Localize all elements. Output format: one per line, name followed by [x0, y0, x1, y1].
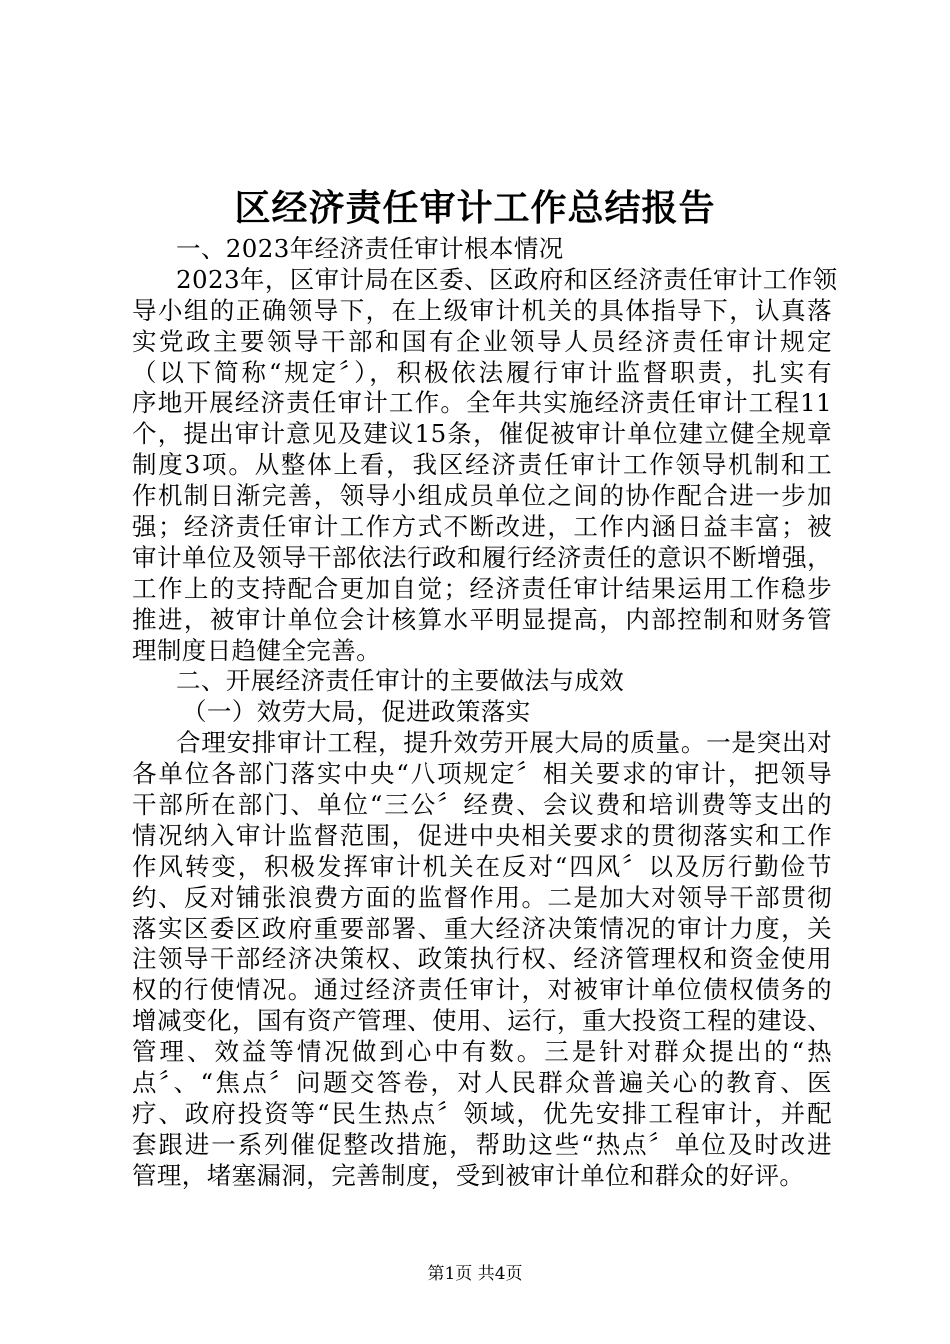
paragraph-line: 个，提出审计意见及建议15条，催促被审计单位建立健全规章: [132, 419, 832, 449]
paragraph-line: 序地开展经济责任审计工作。全年共实施经济责任审计工程11: [132, 388, 832, 418]
paragraph-line: 增减变化，国有资产管理、使用、运行，重大投资工程的建设、: [132, 1006, 832, 1036]
paragraph-line: 合理安排审计工程，提升效劳开展大局的质量。一是突出对: [176, 728, 832, 758]
paragraph-line: 落实区委区政府重要部署、重大经济决策情况的审计力度，关: [132, 913, 832, 943]
paragraph-line: 制度3项。从整体上看，我区经济责任审计工作领导机制和工: [132, 450, 832, 480]
paragraph-line: 理制度日趋健全完善。: [132, 635, 381, 665]
paragraph-line: 各单位各部门落实中央“八项规定〞相关要求的审计，把领导: [132, 759, 832, 789]
paragraph-line: 干部所在部门、单位“三公〞经费、会议费和培训费等支出的: [132, 790, 832, 820]
paragraph-line: （以下简称“规定〞），积极依法履行审计监督职责，扎实有: [132, 357, 832, 387]
section-heading-2: 二、开展经济责任审计的主要做法与成效: [176, 666, 625, 696]
paragraph-line: 审计单位及领导干部依法行政和履行经济责任的意识不断增强，: [132, 542, 832, 572]
paragraph-line: 点〞、“焦点〞问题交答卷，对人民群众普遍关心的教育、医: [132, 1068, 832, 1098]
paragraph-line: 作风转变，积极发挥审计机关在反对“四风〞以及厉行勤俭节: [132, 851, 832, 881]
subsection-heading: （一）效劳大局，促进政策落实: [182, 697, 531, 727]
paragraph-line: 2023年，区审计局在区委、区政府和区经济责任审计工作领: [176, 264, 838, 294]
paragraph-line: 约、反对铺张浪费方面的监督作用。二是加大对领导干部贯彻: [132, 882, 832, 912]
document-title: 区经济责任审计工作总结报告: [234, 187, 716, 229]
paragraph-line: 疗、政府投资等“民生热点〞领域，优先安排工程审计，并配: [132, 1098, 832, 1128]
paragraph-line: 导小组的正确领导下，在上级审计机关的具体指导下，认真落: [132, 295, 832, 325]
paragraph-line: 工作上的支持配合更加自觉；经济责任审计结果运用工作稳步: [132, 573, 832, 603]
paragraph-line: 实党政主要领导干部和国有企业领导人员经济责任审计规定: [132, 326, 832, 356]
paragraph-line: 套跟进一系列催促整改措施，帮助这些“热点〞单位及时改进: [132, 1129, 832, 1159]
paragraph-line: 权的行使情况。通过经济责任审计，对被审计单位债权债务的: [132, 975, 832, 1005]
paragraph-line: 情况纳入审计监督范围，促进中央相关要求的贯彻落实和工作: [132, 820, 832, 850]
paragraph-line: 注领导干部经济决策权、政策执行权、经济管理权和资金使用: [132, 944, 832, 974]
paragraph-line: 管理，堵塞漏洞，完善制度，受到被审计单位和群众的好评。: [132, 1160, 805, 1190]
document-body: [132, 234, 838, 1192]
paragraph-line: 管理、效益等情况做到心中有数。三是针对群众提出的“热: [132, 1037, 832, 1067]
paragraph-line: 作机制日渐完善，领导小组成员单位之间的协作配合进一步加: [132, 481, 832, 511]
paragraph-line: 强；经济责任审计工作方式不断改进，工作内涵日益丰富；被: [132, 512, 832, 542]
paragraph-line: 推进，被审计单位会计核算水平明显提高，内部控制和财务管: [132, 604, 832, 634]
page-footer: 第1页 共4页: [427, 1264, 523, 1284]
section-heading-1: 一、2023年经济责任审计根本情况: [176, 234, 564, 263]
